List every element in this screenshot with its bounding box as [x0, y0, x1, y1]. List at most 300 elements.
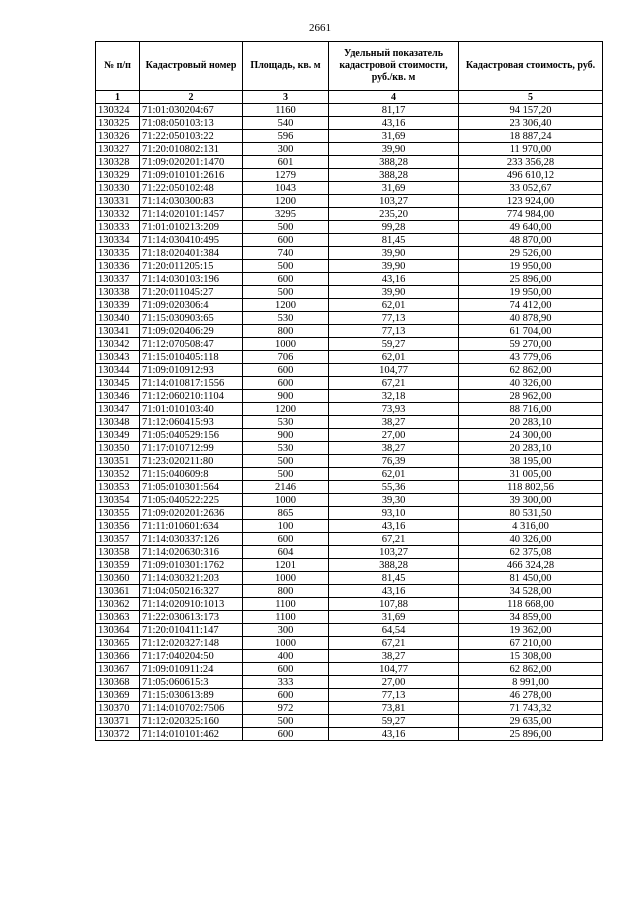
cadastral-number: 71:14:010702:7506: [140, 702, 243, 715]
unit-rate-value: 59,27: [329, 715, 459, 728]
row-number: 130331: [96, 195, 140, 208]
cadastral-value: 496 610,12: [459, 169, 603, 182]
row-number: 130338: [96, 286, 140, 299]
cadastral-number: 71:23:020211:80: [140, 455, 243, 468]
cadastral-number: 71:22:050103:22: [140, 130, 243, 143]
row-number: 130363: [96, 611, 140, 624]
unit-rate-value: 76,39: [329, 455, 459, 468]
cadastral-number: 71:11:010601:634: [140, 520, 243, 533]
cadastral-value: 59 270,00: [459, 338, 603, 351]
cadastral-value: 19 950,00: [459, 286, 603, 299]
row-number: 130350: [96, 442, 140, 455]
unit-rate-value: 39,90: [329, 260, 459, 273]
table-row: [96, 377, 603, 390]
cadastral-value: 74 412,00: [459, 299, 603, 312]
header-cadastral-number: Кадастровый номер: [140, 42, 243, 91]
cadastral-number: 71:09:010911:24: [140, 663, 243, 676]
unit-rate-value: 73,81: [329, 702, 459, 715]
table-row: [96, 351, 603, 364]
row-number: 130362: [96, 598, 140, 611]
table-row: [96, 468, 603, 481]
row-number: 130336: [96, 260, 140, 273]
row-number: 130352: [96, 468, 140, 481]
unit-rate-value: 67,21: [329, 377, 459, 390]
row-number: 130364: [96, 624, 140, 637]
cadastral-value: 94 157,20: [459, 104, 603, 117]
cadastral-number: 71:14:020101:1457: [140, 208, 243, 221]
cadastral-value: 61 704,00: [459, 325, 603, 338]
cadastral-number: 71:12:060415:93: [140, 416, 243, 429]
cadastral-number: 71:20:011205:15: [140, 260, 243, 273]
area-value: 300: [243, 624, 329, 637]
cadastral-number: 71:17:010712:99: [140, 442, 243, 455]
table-header-row: [96, 42, 603, 91]
table-row: [96, 273, 603, 286]
table-row: [96, 325, 603, 338]
unit-rate-value: 27,00: [329, 429, 459, 442]
area-value: 600: [243, 234, 329, 247]
row-number: 130367: [96, 663, 140, 676]
cadastral-value: 8 991,00: [459, 676, 603, 689]
unit-rate-value: 31,69: [329, 130, 459, 143]
column-number: 2: [140, 91, 243, 104]
cadastral-number: 71:04:050216:327: [140, 585, 243, 598]
cadastral-value: 20 283,10: [459, 416, 603, 429]
table-row: [96, 208, 603, 221]
area-value: 740: [243, 247, 329, 260]
table-row: [96, 442, 603, 455]
table-row: [96, 364, 603, 377]
table-row: [96, 299, 603, 312]
area-value: 400: [243, 650, 329, 663]
cadastral-number: 71:12:060210:1104: [140, 390, 243, 403]
row-number: 130355: [96, 507, 140, 520]
cadastral-value: 71 743,32: [459, 702, 603, 715]
unit-rate-value: 93,10: [329, 507, 459, 520]
row-number: 130354: [96, 494, 140, 507]
table-row: [96, 520, 603, 533]
row-number: 130349: [96, 429, 140, 442]
area-value: 800: [243, 325, 329, 338]
area-value: 530: [243, 416, 329, 429]
area-value: 1000: [243, 338, 329, 351]
area-value: 500: [243, 221, 329, 234]
area-value: 972: [243, 702, 329, 715]
area-value: 1200: [243, 299, 329, 312]
area-value: 530: [243, 312, 329, 325]
cadastral-value: 123 924,00: [459, 195, 603, 208]
cadastral-value: 34 859,00: [459, 611, 603, 624]
column-number: 3: [243, 91, 329, 104]
row-number: 130345: [96, 377, 140, 390]
row-number: 130325: [96, 117, 140, 130]
table-row: [96, 429, 603, 442]
cadastral-value: 33 052,67: [459, 182, 603, 195]
cadastral-number: 71:05:040522:225: [140, 494, 243, 507]
cadastral-value: 39 300,00: [459, 494, 603, 507]
table-row: [96, 130, 603, 143]
table-row: [96, 715, 603, 728]
table-row: [96, 533, 603, 546]
cadastral-value: 24 300,00: [459, 429, 603, 442]
unit-rate-value: 103,27: [329, 546, 459, 559]
row-number: 130346: [96, 390, 140, 403]
cadastral-number: 71:15:030903:65: [140, 312, 243, 325]
cadastral-value: 19 362,00: [459, 624, 603, 637]
table-row: [96, 312, 603, 325]
table-row: [96, 104, 603, 117]
cadastral-value: 80 531,50: [459, 507, 603, 520]
cadastral-number: 71:20:010411:147: [140, 624, 243, 637]
cadastral-value: 43 779,06: [459, 351, 603, 364]
area-value: 540: [243, 117, 329, 130]
cadastral-value: 88 716,00: [459, 403, 603, 416]
area-value: 1279: [243, 169, 329, 182]
cadastral-number: 71:09:010301:1762: [140, 559, 243, 572]
cadastral-value: 62 375,08: [459, 546, 603, 559]
cadastral-number: 71:18:020401:384: [140, 247, 243, 260]
unit-rate-value: 62,01: [329, 351, 459, 364]
row-number: 130341: [96, 325, 140, 338]
area-value: 600: [243, 663, 329, 676]
table-row: [96, 143, 603, 156]
cadastral-value: 28 962,00: [459, 390, 603, 403]
row-number: 130343: [96, 351, 140, 364]
unit-rate-value: 32,18: [329, 390, 459, 403]
cadastral-number: 71:14:030103:196: [140, 273, 243, 286]
cadastral-number: 71:01:030204:67: [140, 104, 243, 117]
cadastral-number: 71:05:010301:564: [140, 481, 243, 494]
column-number-row: [96, 91, 603, 104]
unit-rate-value: 55,36: [329, 481, 459, 494]
cadastral-value: 62 862,00: [459, 364, 603, 377]
cadastral-value: 118 668,00: [459, 598, 603, 611]
cadastral-value: 31 005,00: [459, 468, 603, 481]
area-value: 1160: [243, 104, 329, 117]
row-number: 130328: [96, 156, 140, 169]
row-number: 130330: [96, 182, 140, 195]
area-value: 800: [243, 585, 329, 598]
area-value: 1000: [243, 637, 329, 650]
area-value: 3295: [243, 208, 329, 221]
unit-rate-value: 31,69: [329, 611, 459, 624]
unit-rate-value: 104,77: [329, 663, 459, 676]
cadastral-value: 19 950,00: [459, 260, 603, 273]
table-row: [96, 117, 603, 130]
unit-rate-value: 388,28: [329, 169, 459, 182]
unit-rate-value: 104,77: [329, 364, 459, 377]
area-value: 1043: [243, 182, 329, 195]
row-number: 130333: [96, 221, 140, 234]
cadastral-value: 29 526,00: [459, 247, 603, 260]
cadastral-number: 71:14:020630:316: [140, 546, 243, 559]
cadastral-value: 40 326,00: [459, 533, 603, 546]
cadastral-number: 71:12:020325:160: [140, 715, 243, 728]
row-number: 130372: [96, 728, 140, 741]
column-number: 1: [96, 91, 140, 104]
table-row: [96, 702, 603, 715]
cadastral-value: 49 640,00: [459, 221, 603, 234]
unit-rate-value: 64,54: [329, 624, 459, 637]
unit-rate-value: 39,90: [329, 286, 459, 299]
cadastral-number: 71:09:010101:2616: [140, 169, 243, 182]
row-number: 130332: [96, 208, 140, 221]
row-number: 130329: [96, 169, 140, 182]
table-row: [96, 546, 603, 559]
table-row: [96, 507, 603, 520]
unit-rate-value: 235,20: [329, 208, 459, 221]
table-row: [96, 169, 603, 182]
table-row: [96, 247, 603, 260]
table-row: [96, 637, 603, 650]
cadastral-number: 71:14:010101:462: [140, 728, 243, 741]
area-value: 900: [243, 390, 329, 403]
row-number: 130366: [96, 650, 140, 663]
row-number: 130339: [96, 299, 140, 312]
table-row: [96, 156, 603, 169]
row-number: 130360: [96, 572, 140, 585]
unit-rate-value: 388,28: [329, 559, 459, 572]
cadastral-number: 71:14:020910:1013: [140, 598, 243, 611]
unit-rate-value: 38,27: [329, 416, 459, 429]
area-value: 500: [243, 286, 329, 299]
header-num: № п/п: [96, 42, 140, 91]
unit-rate-value: 43,16: [329, 585, 459, 598]
cadastral-value: 774 984,00: [459, 208, 603, 221]
cadastral-value: 4 316,00: [459, 520, 603, 533]
row-number: 130348: [96, 416, 140, 429]
row-number: 130368: [96, 676, 140, 689]
cadastral-value: 466 324,28: [459, 559, 603, 572]
table-row: [96, 416, 603, 429]
cadastral-value: 23 306,40: [459, 117, 603, 130]
area-value: 900: [243, 429, 329, 442]
unit-rate-value: 81,45: [329, 234, 459, 247]
area-value: 596: [243, 130, 329, 143]
row-number: 130347: [96, 403, 140, 416]
area-value: 600: [243, 533, 329, 546]
cadastral-value: 48 870,00: [459, 234, 603, 247]
row-number: 130334: [96, 234, 140, 247]
cadastral-value: 11 970,00: [459, 143, 603, 156]
table-row: [96, 559, 603, 572]
header-cadastral-value: Кадастровая стоимость, руб.: [459, 42, 603, 91]
unit-rate-value: 73,93: [329, 403, 459, 416]
unit-rate-value: 27,00: [329, 676, 459, 689]
cadastral-number: 71:14:030410:495: [140, 234, 243, 247]
row-number: 130344: [96, 364, 140, 377]
table-row: [96, 234, 603, 247]
cadastral-table: [95, 41, 603, 741]
unit-rate-value: 99,28: [329, 221, 459, 234]
area-value: 300: [243, 143, 329, 156]
table-row: [96, 338, 603, 351]
cadastral-value: 34 528,00: [459, 585, 603, 598]
table-row: [96, 286, 603, 299]
row-number: 130361: [96, 585, 140, 598]
unit-rate-value: 81,45: [329, 572, 459, 585]
table-row: [96, 689, 603, 702]
unit-rate-value: 388,28: [329, 156, 459, 169]
cadastral-number: 71:09:020406:29: [140, 325, 243, 338]
cadastral-number: 71:22:050102:48: [140, 182, 243, 195]
row-number: 130335: [96, 247, 140, 260]
unit-rate-value: 81,17: [329, 104, 459, 117]
unit-rate-value: 67,21: [329, 637, 459, 650]
table-row: [96, 494, 603, 507]
cadastral-number: 71:14:010817:1556: [140, 377, 243, 390]
unit-rate-value: 59,27: [329, 338, 459, 351]
row-number: 130365: [96, 637, 140, 650]
table-row: [96, 676, 603, 689]
row-number: 130358: [96, 546, 140, 559]
unit-rate-value: 62,01: [329, 468, 459, 481]
row-number: 130357: [96, 533, 140, 546]
unit-rate-value: 43,16: [329, 117, 459, 130]
row-number: 130326: [96, 130, 140, 143]
area-value: 600: [243, 689, 329, 702]
table-row: [96, 455, 603, 468]
table-row: [96, 650, 603, 663]
area-value: 1200: [243, 403, 329, 416]
table-row: [96, 585, 603, 598]
area-value: 600: [243, 273, 329, 286]
area-value: 500: [243, 260, 329, 273]
unit-rate-value: 103,27: [329, 195, 459, 208]
cadastral-value: 233 356,28: [459, 156, 603, 169]
header-area: Площадь, кв. м: [243, 42, 329, 91]
area-value: 600: [243, 377, 329, 390]
area-value: 333: [243, 676, 329, 689]
cadastral-value: 46 278,00: [459, 689, 603, 702]
row-number: 130359: [96, 559, 140, 572]
cadastral-value: 25 896,00: [459, 273, 603, 286]
table-row: [96, 611, 603, 624]
cadastral-number: 71:14:030300:83: [140, 195, 243, 208]
table-row: [96, 728, 603, 741]
row-number: 130371: [96, 715, 140, 728]
area-value: 500: [243, 715, 329, 728]
unit-rate-value: 39,90: [329, 143, 459, 156]
area-value: 1201: [243, 559, 329, 572]
unit-rate-value: 62,01: [329, 299, 459, 312]
area-value: 600: [243, 728, 329, 741]
area-value: 2146: [243, 481, 329, 494]
row-number: 130353: [96, 481, 140, 494]
row-number: 130327: [96, 143, 140, 156]
cadastral-value: 25 896,00: [459, 728, 603, 741]
table-row: [96, 221, 603, 234]
unit-rate-value: 38,27: [329, 442, 459, 455]
row-number: 130342: [96, 338, 140, 351]
area-value: 500: [243, 468, 329, 481]
table-row: [96, 481, 603, 494]
cadastral-number: 71:17:040204:50: [140, 650, 243, 663]
page-number: 2661: [309, 22, 331, 34]
cadastral-number: 71:09:010912:93: [140, 364, 243, 377]
cadastral-value: 18 887,24: [459, 130, 603, 143]
table-row: [96, 403, 603, 416]
cadastral-number: 71:15:030613:89: [140, 689, 243, 702]
cadastral-number: 71:09:020201:1470: [140, 156, 243, 169]
cadastral-number: 71:01:010103:40: [140, 403, 243, 416]
cadastral-value: 20 283,10: [459, 442, 603, 455]
table-row: [96, 260, 603, 273]
area-value: 1000: [243, 572, 329, 585]
area-value: 600: [243, 364, 329, 377]
cadastral-number: 71:05:060615:3: [140, 676, 243, 689]
unit-rate-value: 31,69: [329, 182, 459, 195]
cadastral-number: 71:14:030337:126: [140, 533, 243, 546]
area-value: 865: [243, 507, 329, 520]
cadastral-number: 71:15:040609:8: [140, 468, 243, 481]
cadastral-number: 71:20:010802:131: [140, 143, 243, 156]
cadastral-number: 71:08:050103:13: [140, 117, 243, 130]
cadastral-value: 81 450,00: [459, 572, 603, 585]
area-value: 500: [243, 455, 329, 468]
unit-rate-value: 77,13: [329, 325, 459, 338]
cadastral-value: 40 878,90: [459, 312, 603, 325]
area-value: 1000: [243, 494, 329, 507]
cadastral-number: 71:22:030613:173: [140, 611, 243, 624]
unit-rate-value: 39,30: [329, 494, 459, 507]
cadastral-number: 71:05:040529:156: [140, 429, 243, 442]
cadastral-number: 71:15:010405:118: [140, 351, 243, 364]
cadastral-number: 71:01:010213:209: [140, 221, 243, 234]
row-number: 130356: [96, 520, 140, 533]
table-row: [96, 390, 603, 403]
unit-rate-value: 43,16: [329, 273, 459, 286]
unit-rate-value: 107,88: [329, 598, 459, 611]
unit-rate-value: 43,16: [329, 728, 459, 741]
area-value: 706: [243, 351, 329, 364]
cadastral-number: 71:14:030321:203: [140, 572, 243, 585]
cadastral-number: 71:09:020201:2636: [140, 507, 243, 520]
table-row: [96, 182, 603, 195]
area-value: 1100: [243, 611, 329, 624]
row-number: 130340: [96, 312, 140, 325]
unit-rate-value: 77,13: [329, 689, 459, 702]
cadastral-number: 71:12:020327:148: [140, 637, 243, 650]
row-number: 130351: [96, 455, 140, 468]
unit-rate-value: 39,90: [329, 247, 459, 260]
area-value: 530: [243, 442, 329, 455]
unit-rate-value: 77,13: [329, 312, 459, 325]
area-value: 1100: [243, 598, 329, 611]
cadastral-value: 62 862,00: [459, 663, 603, 676]
row-number: 130369: [96, 689, 140, 702]
table-row: [96, 572, 603, 585]
header-unit-rate: Удельный показатель кадастровой стоимости, руб./кв. м: [329, 42, 459, 91]
unit-rate-value: 38,27: [329, 650, 459, 663]
table-row: [96, 195, 603, 208]
cadastral-value: 40 326,00: [459, 377, 603, 390]
column-number: 5: [459, 91, 603, 104]
cadastral-number: 71:12:070508:47: [140, 338, 243, 351]
cadastral-value: 29 635,00: [459, 715, 603, 728]
row-number: 130337: [96, 273, 140, 286]
cadastral-number: 71:20:011045:27: [140, 286, 243, 299]
cadastral-value: 67 210,00: [459, 637, 603, 650]
table-row: [96, 624, 603, 637]
row-number: 130324: [96, 104, 140, 117]
cadastral-value: 15 308,00: [459, 650, 603, 663]
column-number: 4: [329, 91, 459, 104]
cadastral-value: 118 802,56: [459, 481, 603, 494]
unit-rate-value: 67,21: [329, 533, 459, 546]
table-row: [96, 663, 603, 676]
cadastral-number: 71:09:020306:4: [140, 299, 243, 312]
